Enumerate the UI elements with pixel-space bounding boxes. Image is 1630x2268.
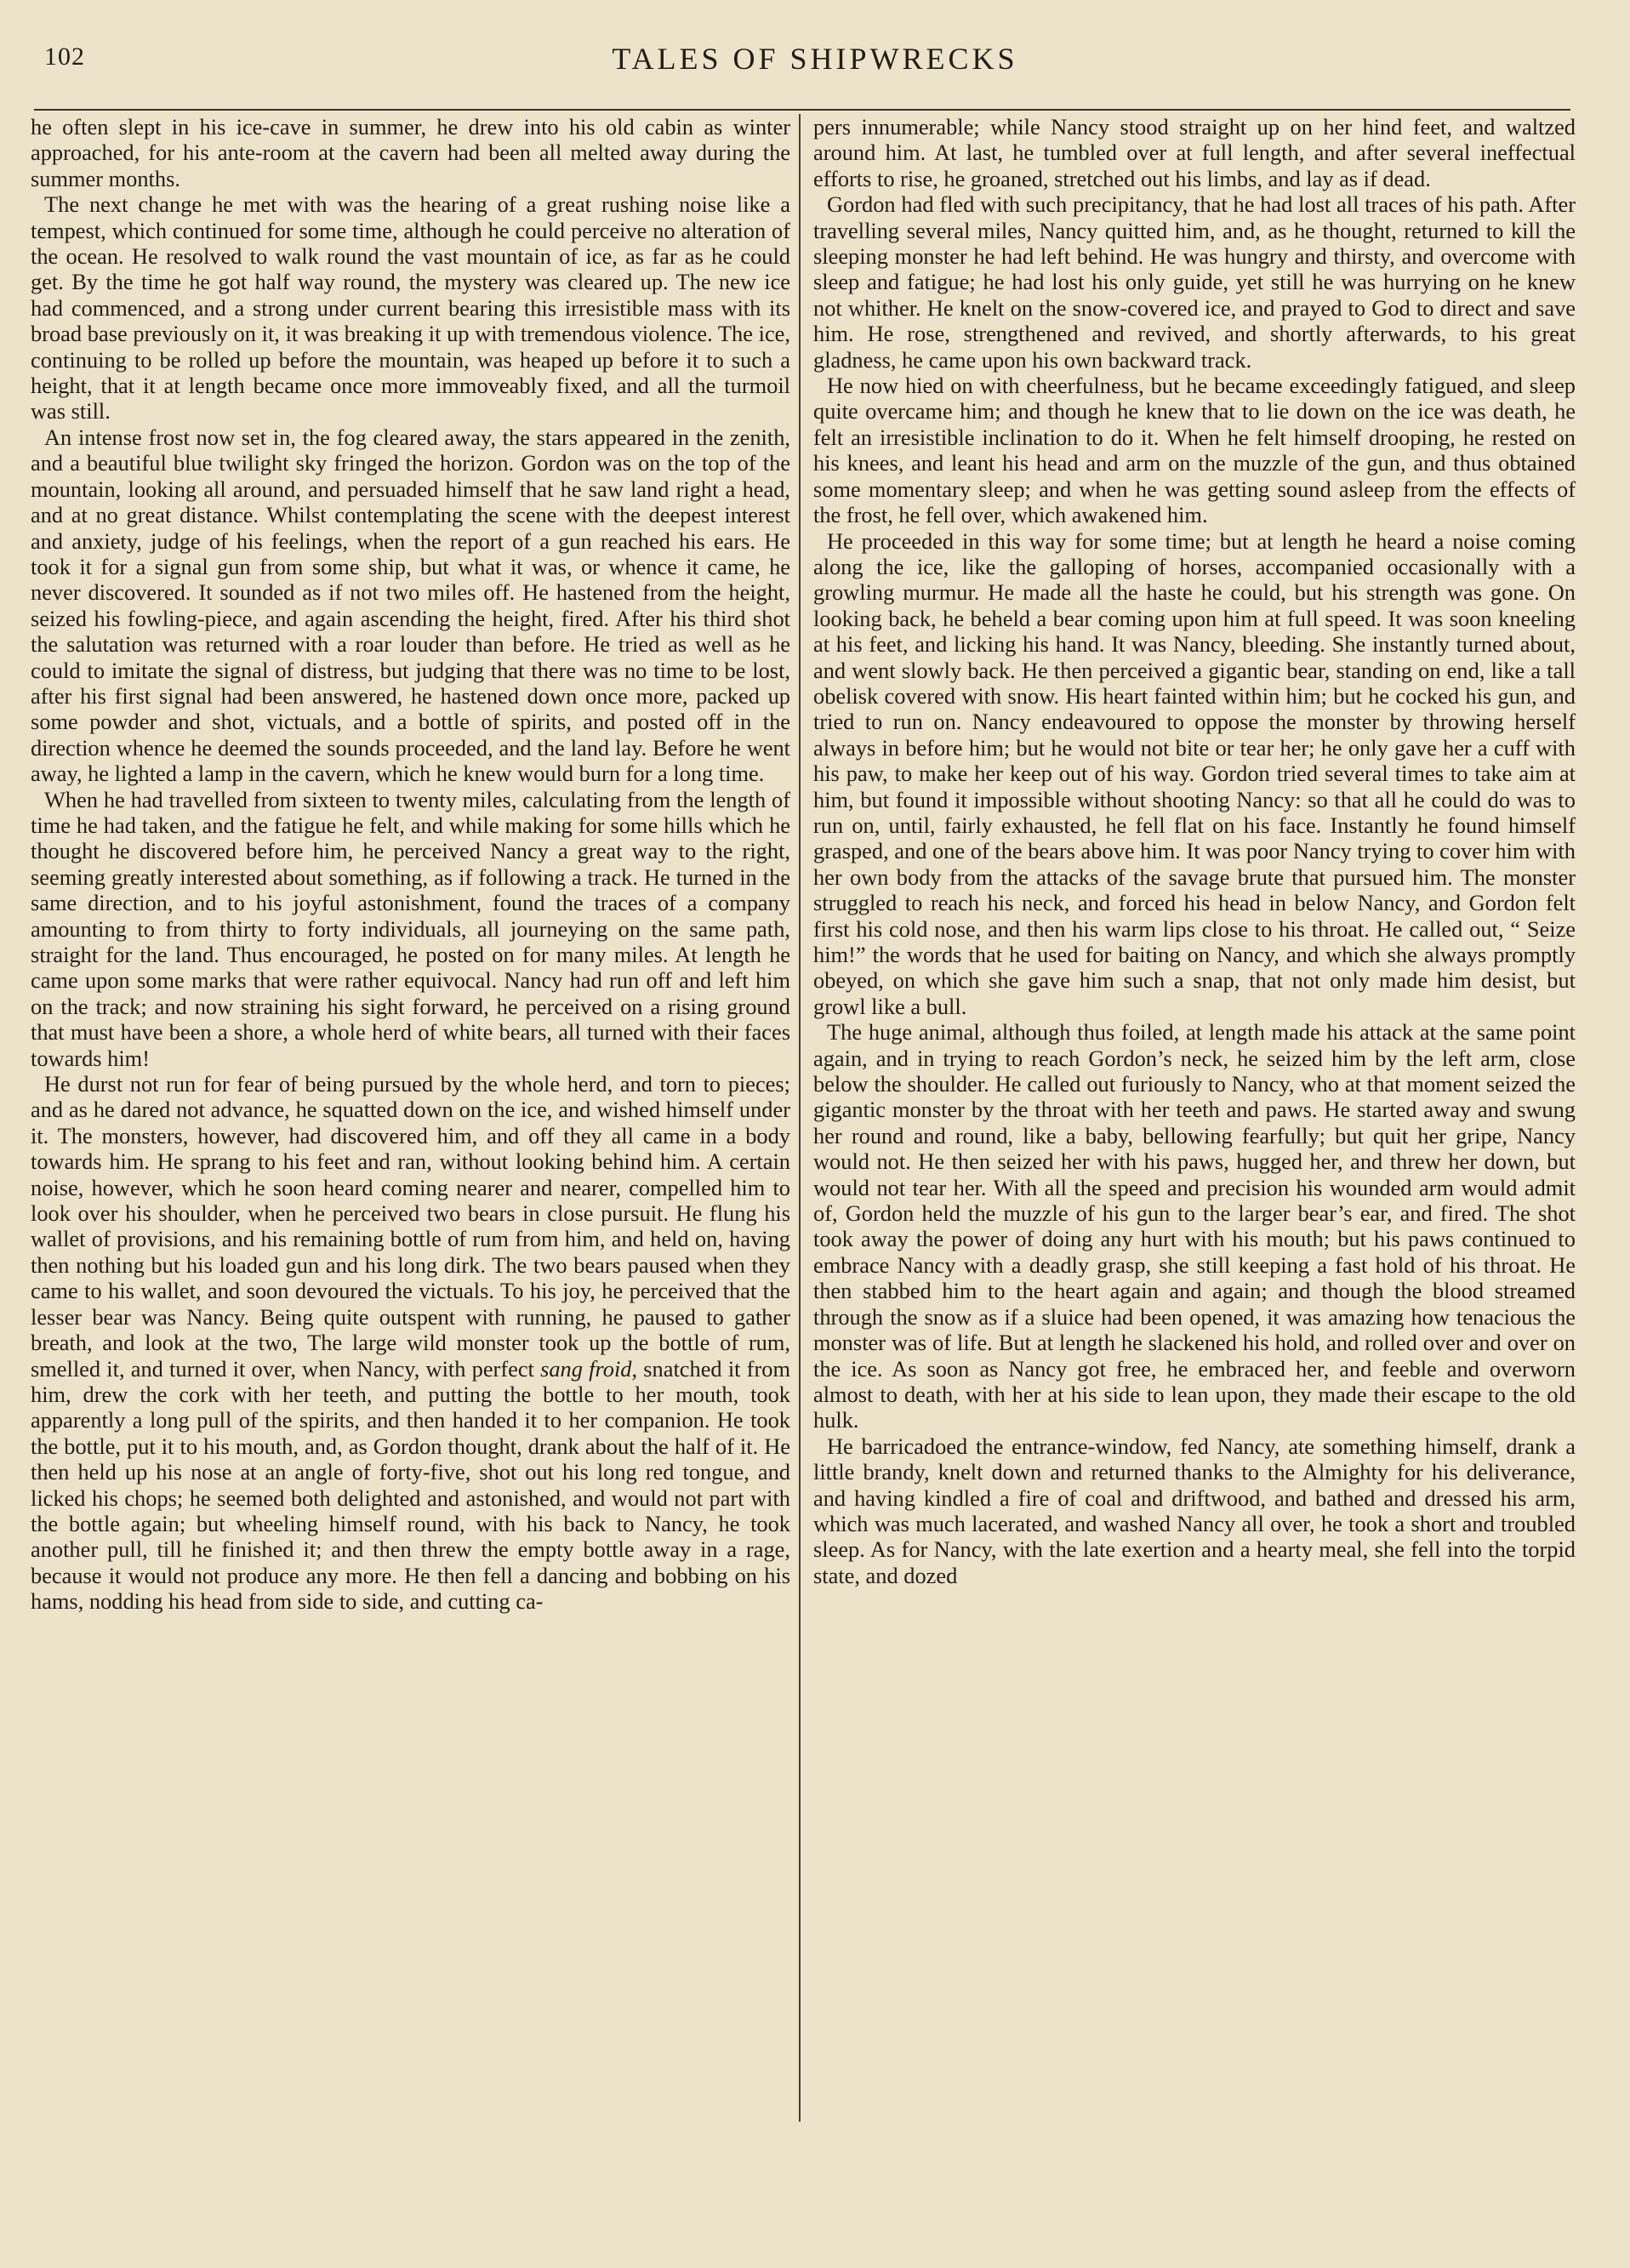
paragraph: He now hied on with cheerfulness, but he became exceedingly fatigued, and sleep quite overcame him; and though he knew that to lie down on the ice was death, he felt an irresistible inclination to do it. When he felt himself drooping, he rested on his knees, and leant his head and arm on the muzzle of the gun, and thus obtained some momentary sleep; and when he was getting sound asleep from the effects of the frost, he fell over, which awakened him. <box>813 373 1576 528</box>
paragraph: The huge animal, although thus foiled, at length made his attack at the same point again, and in trying to reach Gordon’s neck, he seized him by the left arm, close below the shoulder. He called out furiously to Nancy, who at that moment seized the gigantic monster by the throat with her teeth and paws. He started away and swung her round and round, like a baby, bellowing fearfully; but quit her gripe, Nancy would not. He then seized her with his paws, hugged her, and threw her down, but would not tear her. With all the speed and precision his wounded arm would admit of, Gordon held the muzzle of his gun to the larger bear’s ear, and fired. The shot took away the power of doing any hurt with his mouth; but his paws continued to embrace Nancy with a deadly grasp, she still keeping a fast hold of his throat. He then stabbed him to the heart again and again; and though the blood streamed through the snow as if a sluice had been opened, it was amazing how tenacious the monster was of life. But at length he slackened his hold, and rolled over and over on the ice. As soon as Nancy got free, he embraced her, and feeble and overworn almost to death, with her at his side to lean upon, they made their escape to the old hulk. <box>813 1019 1576 1433</box>
paragraph: he often slept in his ice-cave in summer, he drew into his old cabin as winter approached, for his ante-room at the cavern had been all melted away during the summer months. <box>31 114 790 191</box>
paragraph: He durst not run for fear of being pursued by the whole herd, and torn to pieces; and as he dared not advance, he squatted down on the ice, and wished himself under it. The monsters, however, had discovered him, and off they all came in a body towards him. He sprang to his feet and ran, without looking behind him. A certain noise, however, which he soon heard coming nearer and nearer, compelled him to look over his shoulder, when he perceived two bears in close pursuit. He flung his wallet of provisions, and his remaining bottle of rum from him, and held on, having then nothing but his loaded gun and his long dirk. The two bears paused when they came to his wallet, and soon devoured the victuals. To his joy, he perceived that the lesser bear was Nancy. Being quite outspent with running, he paused to gather breath, and look at the two, The large wild monster took up the bottle of rum, smelled it, and turned it over, when Nancy, with perfect sang froid, snatched it from him, drew the cork with her teeth, and putting the bottle to her mouth, took apparently a long pull of the spirits, and then handed it to her companion. He took the bottle, put it to his mouth, and, as Gordon thought, drank about the half of it. He then held up his nose at an angle of forty-five, shot out his long red tongue, and licked his chops; he seemed both delighted and astonished, and would not part with the bottle again; but wheeling himself round, with his back to Nancy, he took another pull, till he finished it; and then threw the empty bottle away in a rage, because it would not produce any more. He then fell a dancing and bobbing on his hams, nodding his head from side to side, and cutting ca- <box>31 1071 790 1615</box>
running-title: TALES OF SHIPWRECKS <box>612 42 1018 76</box>
paragraph: The next change he met with was the hearing of a great rushing noise like a tempest, which continued for some time, although he could perceive no alteration of the ocean. He resolved to walk round the vast mountain of ice, as far as he could get. By the time he got half way round, the mystery was cleared up. The new ice had commenced, and a strong under current bearing this irresistible mass with its broad base previously on it, it was breaking it up with tremendous violence. The ice, continuing to be rolled up before the mountain, was heaped up before it to such a height, that it at length became once more immoveably fixed, and all the turmoil was still. <box>31 191 790 425</box>
paragraph: An intense frost now set in, the fog cleared away, the stars appeared in the zenith, and a beautiful blue twilight sky fringed the horizon. Gordon was on the top of the mountain, looking all around, and persuaded himself that he saw land right a head, and at no great distance. Whilst contemplating the scene with the deepest interest and anxiety, judge of his feelings, when the report of a gun reached his ears. He took it for a signal gun from some ship, but what it was, or whence it came, he never discovered. It sounded as if not two miles off. He hastened from the height, seized his fowling-piece, and again ascending the height, fired. After his third shot the salutation was returned with a roar louder than before. He tried as well as he could to imitate the signal of distress, but judging that there was no time to be lost, after his first signal had been answered, he hastened down once more, packed up some powder and shot, victuals, and a bottle of spirits, and posted off in the direction whence he deemed the sounds proceeded, and the land lay. Before he went away, he lighted a lamp in the cavern, which he knew would burn for a long time. <box>31 424 790 787</box>
header-rule <box>34 109 1570 111</box>
paragraph: He barricadoed the entrance-window, fed Nancy, ate something himself, drank a little brandy, knelt down and returned thanks to the Almighty for his deliverance, and having kindled a fire of coal and driftwood, and bathed and dressed his arm, which was much lacerated, and washed Nancy all over, he took a short and troubled sleep. As for Nancy, with the late exertion and a hearty meal, she fell into the torpid state, and dozed <box>813 1433 1576 1588</box>
left-column <box>31 114 790 2122</box>
page-number: 102 <box>44 43 85 71</box>
paragraph: pers innumerable; while Nancy stood straight up on her hind feet, and waltzed around him. At last, he tumbled over at full length, and after several ineffectual efforts to rise, he groaned, stretched out his limbs, and lay as if dead. <box>813 114 1576 191</box>
paragraph: Gordon had fled with such precipitancy, that he had lost all traces of his path. After travelling several miles, Nancy quitted him, and, as he thought, returned to kill the sleeping monster he had left behind. He was hungry and thirsty, and overcome with sleep and fatigue; he had lost his only guide, yet still he was hurrying on he knew not whither. He knelt on the snow-covered ice, and prayed to God to direct and save him. He rose, strengthened and revived, and shortly afterwards, to his great gladness, he came upon his own backward track. <box>813 191 1576 373</box>
paragraph: When he had travelled from sixteen to twenty miles, calculating from the length of time he had taken, and the fatigue he felt, and while making for some hills which he thought he discovered before him, he perceived Nancy a great way to the right, seeming greatly interested about something, as if following a track. He turned in the same direction, and to his joyful astonishment, found the traces of a company amounting to from thirty to forty individuals, all journeying on the same path, straight for the land. Thus encouraged, he posted on for many miles. At length he came upon some marks that were rather equivocal. Nancy had run off and left him on the track; and now straining his sight forward, he perceived on a rising ground that must have been a shore, a whole herd of white bears, all turned with their faces towards him! <box>31 786 790 1071</box>
column-divider <box>799 114 801 2122</box>
right-column <box>813 114 1576 2122</box>
paragraph: He proceeded in this way for some time; but at length he heard a noise coming along the ice, like the galloping of horses, accompanied occasionally with a growling murmur. He made all the haste he could, but his strength was gone. On looking back, he beheld a bear coming upon him at full speed. It was soon kneeling at his feet, and licking his hand. It was Nancy, bleeding. She instantly turned about, and went slowly back. He then perceived a gigantic bear, standing on end, like a tall obelisk covered with snow. His heart fainted within him; but he cocked his gun, and tried to run on. Nancy endeavoured to oppose the monster by throwing herself always in before him; but he would not bite or tear her; he only gave her a cuff with his paw, to make her keep out of his way. Gordon tried several times to take aim at him, but found it impossible without shooting Nancy: so that all he could do was to run on, until, fairly exhausted, he fell flat on his face. Instantly he found himself grasped, and one of the bears above him. It was poor Nancy trying to cover him with her own body from the attacks of the savage brute that pursued him. The monster struggled to reach his neck, and forced his head in below Nancy, and Gordon felt first his cold nose, and then his warm lips close to his throat. He called out, “ Seize him!” the words that he used for baiting on Nancy, and which she always promptly obeyed, on which she gave him such a snap, that not only made him desist, but growl like a bull. <box>813 527 1576 1019</box>
